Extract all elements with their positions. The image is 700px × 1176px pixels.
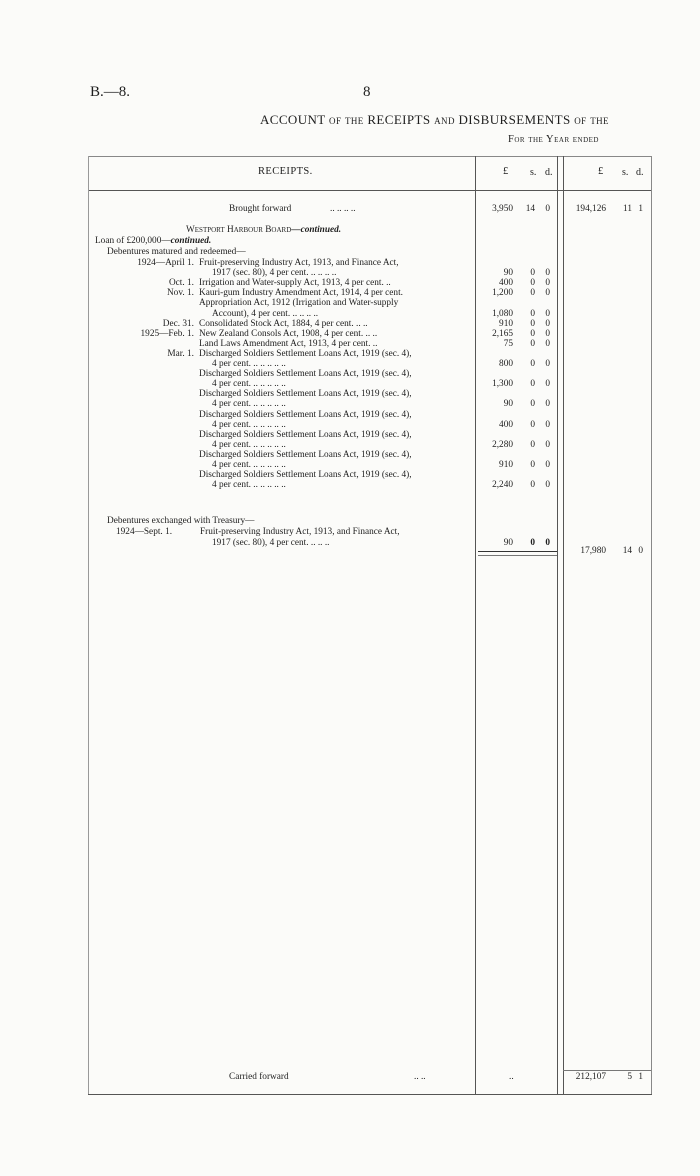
entry-date: Dec. 31.	[162, 318, 194, 329]
entry-text: Irrigation and Water-supply Act, 1913, 4 per cent. ..	[199, 278, 391, 289]
amount-shillings: 0	[530, 268, 535, 279]
subtotal-pounds: 17,980	[580, 546, 606, 556]
amount-pounds: 1,080	[492, 308, 513, 319]
board-name: Westport Harbour Board	[186, 225, 292, 235]
entry-text: 4 per cent. .. .. .. .. ..	[212, 399, 286, 410]
page-number: 8	[363, 84, 371, 100]
entry-text: Fruit-preserving Industry Act, 1913, and Finance Act,	[200, 527, 400, 537]
table-bottom-rule	[88, 1094, 652, 1095]
amount-pounds: 1,300	[492, 379, 513, 390]
amount-pounds: 2,165	[492, 328, 513, 339]
carried-forward-label: Carried forward	[229, 1072, 289, 1082]
entry-date: 1925—Feb. 1.	[140, 328, 194, 339]
brought-forward-label: Brought forward	[229, 204, 292, 214]
shilling-heading-total: s.	[622, 167, 629, 178]
entry-text: Discharged Soldiers Settlement Loans Act, 1919 (sec. 4),	[199, 409, 412, 420]
pence-heading: d.	[545, 167, 553, 178]
amount-shillings: 0	[530, 399, 535, 410]
amount-pounds: 90	[503, 538, 513, 548]
entry-date: Oct. 1.	[168, 278, 194, 289]
subtotal-row	[0, 546, 700, 557]
amount-pence: 0	[545, 460, 550, 470]
amount-pounds: 400	[499, 278, 513, 289]
entry-date: Mar. 1.	[167, 348, 194, 359]
amount-pounds: 90	[503, 399, 513, 410]
amount-pence: 0	[545, 308, 550, 319]
amount-pounds: 1,200	[492, 288, 513, 299]
shilling-heading: s.	[530, 167, 537, 178]
amount-pence: 0	[545, 278, 550, 289]
entry-text: 4 per cent. .. .. .. .. ..	[212, 379, 286, 390]
leader-dots: .. .. .. ..	[330, 204, 356, 214]
subtotal-shillings: 14	[622, 546, 632, 556]
amount-pence: 0	[545, 288, 550, 299]
section-heading	[0, 225, 700, 236]
debentures-heading	[0, 247, 700, 258]
amount-pounds: 2,280	[492, 439, 513, 450]
amount-pounds: 75	[503, 338, 513, 349]
amount-pence: 0	[545, 439, 550, 450]
total-pounds: 194,126	[575, 204, 606, 214]
entry-text: Land Laws Amendment Act, 1913, 4 per cent. ..	[199, 338, 378, 349]
amount-pence: 0	[545, 328, 550, 339]
entry-text: Fruit-preserving Industry Act, 1913, and Finance Act,	[199, 258, 399, 268]
continued-italic: —continued.	[291, 225, 342, 235]
exchanged-entry-line1	[0, 527, 700, 538]
pence-heading-total: d.	[636, 167, 644, 178]
amount-pence: 0	[545, 318, 550, 329]
amount-pence: 0	[545, 538, 550, 548]
entry-text: 4 per cent. .. .. .. .. ..	[212, 480, 286, 491]
amount-pounds: 800	[499, 359, 513, 369]
amount-shillings: 0	[530, 460, 535, 470]
carried-top-rule	[563, 1070, 651, 1071]
entry-text: 4 per cent. .. .. .. .. ..	[212, 419, 286, 430]
page-title: ACCOUNT of the RECEIPTS and DISBURSEMENTS of the	[260, 112, 609, 127]
amount-pounds: 90	[503, 268, 513, 279]
leader-dots: .. ..	[414, 1072, 426, 1082]
loan-label: Loan of £200,000—	[95, 236, 171, 246]
amount-pounds: 3,950	[492, 204, 513, 214]
amount-pounds: 910	[499, 460, 513, 470]
amount-shillings: 0	[530, 439, 535, 450]
loan-continued: continued.	[170, 236, 212, 246]
entry-date: 1924—April 1.	[137, 258, 194, 268]
loan-heading	[0, 236, 700, 247]
amount-pence: 0	[545, 268, 550, 279]
entry-text: Consolidated Stock Act, 1884, 4 per cent. .. ..	[199, 318, 368, 329]
table-top-rule	[88, 156, 652, 157]
pound-heading: £	[503, 166, 509, 177]
entry-text: Discharged Soldiers Settlement Loans Act, 1919 (sec. 4),	[199, 449, 412, 460]
amount-pounds: 910	[499, 318, 513, 329]
amount-pounds: 2,240	[492, 480, 513, 491]
brought-forward-row	[0, 204, 700, 215]
entry-text: 4 per cent. .. .. .. .. ..	[212, 439, 286, 450]
entry-text: Discharged Soldiers Settlement Loans Act, 1919 (sec. 4),	[199, 470, 412, 481]
entry-text: 1917 (sec. 80), 4 per cent. .. .. .. ..	[212, 268, 337, 279]
amount-shillings: 0	[530, 318, 535, 329]
amount-dots: ..	[509, 1072, 514, 1082]
carried-forward-row	[0, 1072, 700, 1083]
total-shillings: 11	[623, 204, 632, 214]
receipts-heading: RECEIPTS.	[258, 166, 313, 177]
amount-shillings: 0	[530, 338, 535, 349]
entry-date: 1924—Sept. 1.	[116, 527, 173, 537]
amount-shillings: 0	[530, 328, 535, 339]
amount-pence: 0	[545, 359, 550, 369]
amount-pence: 0	[545, 419, 550, 430]
exchanged-heading	[0, 516, 700, 527]
amount-shillings: 0	[530, 538, 535, 548]
total-pence: 1	[638, 1072, 643, 1082]
subtotal-pence: 0	[638, 546, 643, 556]
total-pounds: 212,107	[575, 1072, 606, 1082]
entry-date: Nov. 1.	[166, 288, 194, 299]
amount-shillings: 0	[530, 359, 535, 369]
entry-text: Discharged Soldiers Settlement Loans Act, 1919 (sec. 4),	[199, 429, 412, 440]
pound-heading-total: £	[598, 166, 604, 177]
amount-pounds: 400	[499, 419, 513, 430]
entry-text: Discharged Soldiers Settlement Loans Act, 1919 (sec. 4),	[199, 389, 412, 400]
amount-shillings: 14	[525, 204, 535, 214]
amount-shillings: 0	[530, 379, 535, 390]
total-pence: 1	[638, 204, 643, 214]
amount-shillings: 0	[530, 278, 535, 289]
entry-text: Kauri-gum Industry Amendment Act, 1914, 4 per cent.	[199, 288, 403, 299]
header-bottom-rule	[88, 190, 652, 191]
entry-text: Appropriation Act, 1912 (Irrigation and Water-supply	[199, 298, 399, 309]
debentures-label: Debentures matured and redeemed—	[107, 247, 246, 257]
table-row	[0, 480, 700, 491]
amount-shillings: 0	[530, 288, 535, 299]
amount-pence: 0	[545, 379, 550, 390]
entry-text: Discharged Soldiers Settlement Loans Act, 1919 (sec. 4),	[199, 369, 412, 380]
amount-pence: 0	[545, 204, 550, 214]
amount-pence: 0	[545, 338, 550, 349]
amount-shillings: 0	[530, 308, 535, 319]
entry-text: Discharged Soldiers Settlement Loans Act, 1919 (sec. 4),	[199, 348, 412, 359]
exchanged-label: Debentures exchanged with Treasury—	[107, 516, 255, 526]
amount-pence: 0	[545, 480, 550, 491]
amount-shillings: 0	[530, 419, 535, 430]
total-shillings: 5	[627, 1072, 632, 1082]
entry-text: New Zealand Consols Act, 1908, 4 per cent. .. ..	[199, 328, 378, 339]
entry-text: Account), 4 per cent. .. .. .. ..	[212, 308, 319, 319]
entry-text: 4 per cent. .. .. .. .. ..	[212, 460, 286, 470]
page-ref: B.—8.	[90, 84, 131, 100]
page-subtitle: For the Year ended	[508, 134, 599, 145]
entry-text: 4 per cent. .. .. .. .. ..	[212, 359, 286, 369]
amount-pence: 0	[545, 399, 550, 410]
entry-text: 1917 (sec. 80), 4 per cent. .. .. ..	[212, 538, 330, 548]
amount-shillings: 0	[530, 480, 535, 491]
